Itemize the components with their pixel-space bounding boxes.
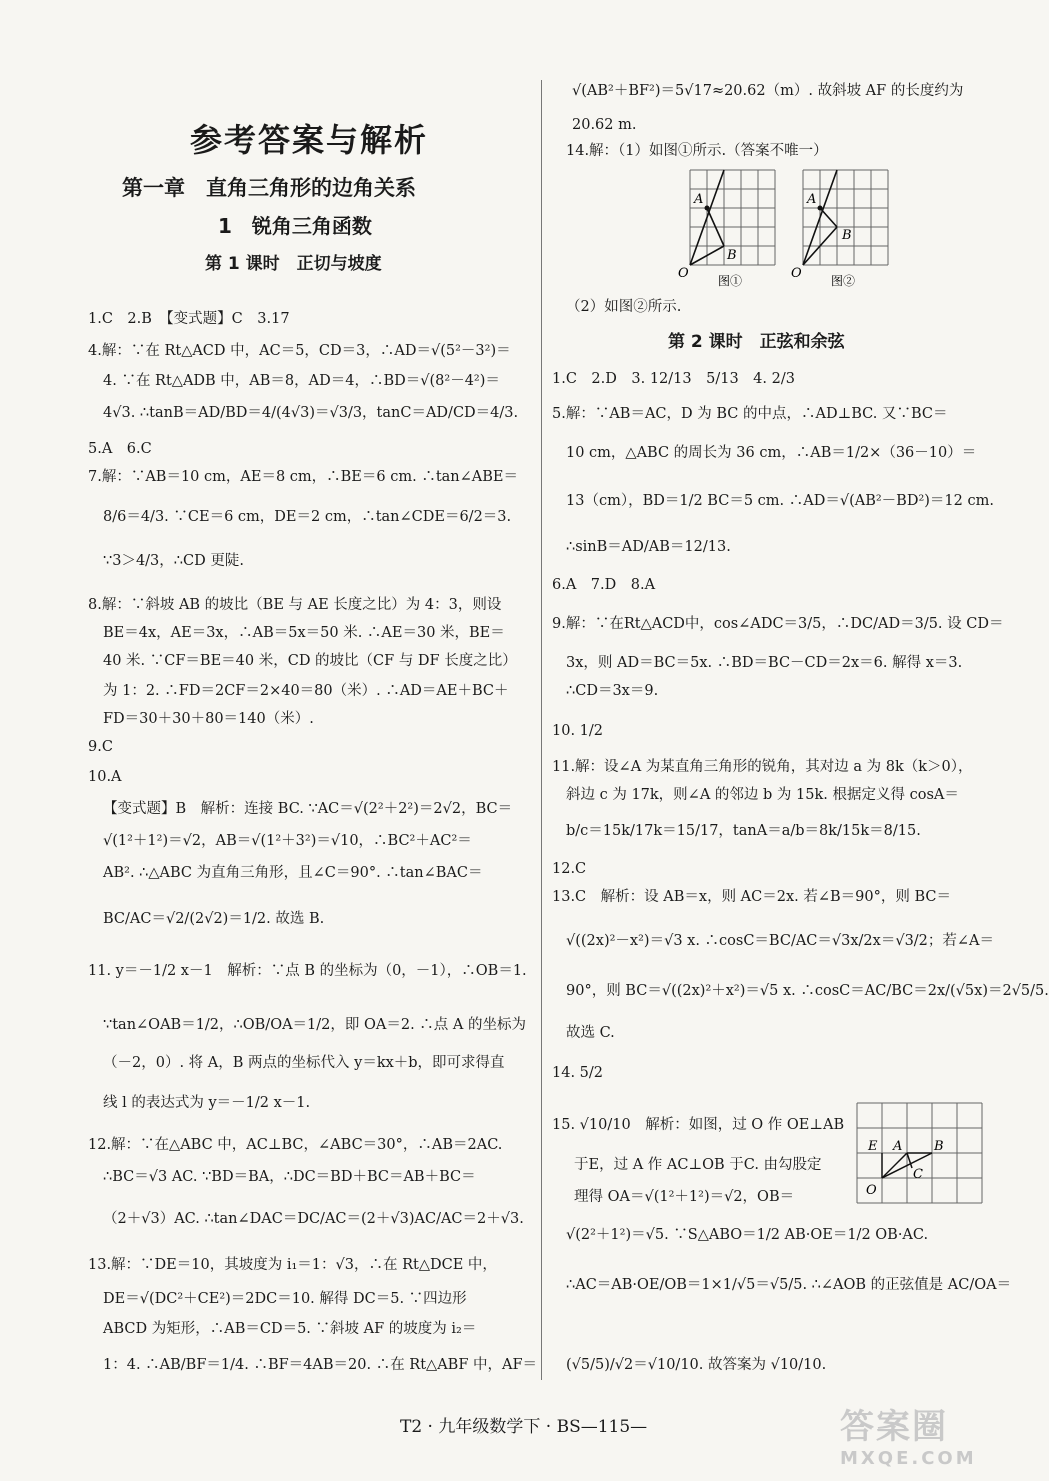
right-line: （2）如图②所示. — [566, 299, 682, 315]
right-line: 10. 1/2 — [552, 723, 604, 739]
page-footer: T2 · 九年级数学下 · BS—115— — [400, 1417, 648, 1437]
left-line: 1：4. ∴AB/BF＝1/4. ∴BF＝4AB＝20. ∴在 Rt△ABF 中，AF＝ — [103, 1357, 538, 1373]
left-line: （－2，0）. 将 A，B 两点的坐标代入 y＝kx＋b，即可求得直 — [103, 1055, 505, 1071]
figure-2 — [793, 165, 893, 290]
left-line: 8/6＝4/3. ∵CE＝6 cm，DE＝2 cm，∴tan∠CDE＝6/2＝3. — [103, 509, 512, 525]
watermark-top: 答案圈 — [840, 1407, 948, 1447]
left-line: 8.解：∵斜坡 AB 的坡比（BE 与 AE 长度之比）为 4：3，则设 — [88, 597, 502, 613]
right-line: 13.C 解析：设 AB＝x，则 AC＝2x. 若∠B＝90°，则 BC＝ — [552, 889, 951, 905]
right-line: 14. 5/2 — [552, 1065, 604, 1081]
left-line: 4√3. ∴tanB＝AD/BD＝4/(4√3)＝√3/3，tanC＝AD/CD＝4/3. — [103, 405, 519, 421]
right-line: 20.62 m. — [572, 117, 637, 133]
right-line: ∴CD＝3x＝9. — [566, 683, 659, 699]
right-line: 1.C 2.D 3. 12/13 5/13 4. 2/3 — [552, 371, 795, 387]
left-line: 11. y＝－1/2 x－1 解析：∵点 B 的坐标为（0，－1），∴OB＝1. — [88, 963, 527, 979]
left-line: ∵3＞4/3，∴CD 更陡. — [103, 553, 244, 569]
right-line: 理得 OA＝√(1²＋1²)＝√2，OB＝ — [574, 1189, 795, 1205]
right-line: 13（cm），BD＝1/2 BC＝5 cm. ∴AD＝√(AB²－BD²)＝12 cm. — [566, 493, 994, 509]
left-line: （2＋√3）AC. ∴tan∠DAC＝DC/AC＝(2＋√3)AC/AC＝2＋√3. — [103, 1211, 524, 1227]
section-heading: 1 锐角三角函数 — [218, 214, 372, 238]
right-line: ∴sinB＝AD/AB＝12/13. — [566, 539, 731, 555]
right-line: (√5/5)/√2＝√10/10. 故答案为 √10/10. — [566, 1357, 827, 1373]
left-line: AB². ∴△ABC 为直角三角形，且∠C＝90°. ∴tan∠BAC＝ — [103, 865, 483, 881]
left-line: 10.A — [88, 769, 122, 785]
left-line: 13.解：∵DE＝10，其坡度为 i₁＝1：√3，∴在 Rt△DCE 中， — [88, 1257, 497, 1273]
fig2-label-o: O — [791, 266, 802, 281]
left-line: ∴BC＝√3 AC. ∵BD＝BA，∴DC＝BD＋BC＝AB＋BC＝ — [103, 1169, 476, 1185]
fig2-caption: 图② — [831, 274, 856, 288]
right-line: 3x，则 AD＝BC＝5x. ∴BD＝BC－CD＝2x＝6. 解得 x＝3. — [566, 655, 963, 671]
right-line: 5.解：∵AB＝AC，D 为 BC 的中点，∴AD⊥BC. 又∵BC＝ — [552, 406, 948, 422]
right-line: 12.C — [552, 861, 587, 877]
left-line: 为 1：2. ∴FD＝2CF＝2×40＝80（米）. ∴AD＝AE＋BC＋ — [103, 683, 509, 699]
fig15-label-e: E — [868, 1139, 878, 1154]
lesson-1-heading: 第 1 课时 正切与坡度 — [205, 254, 382, 274]
right-line: 9.解：∵在Rt△ACD中，cos∠ADC＝3/5，∴DC/AD＝3/5. 设 CD＝ — [552, 616, 1004, 632]
column-divider — [541, 80, 542, 1380]
right-line: 故选 C. — [566, 1025, 615, 1041]
fig15-label-a: A — [893, 1139, 903, 1154]
right-line: √(2²＋1²)＝√5. ∵S△ABO＝1/2 AB·OE＝1/2 OB·AC. — [566, 1227, 929, 1243]
left-line: 40 米. ∵CF＝BE＝40 米，CD 的坡比（CF 与 DF 长度之比） — [103, 653, 517, 669]
figure-15 — [852, 1098, 987, 1210]
right-line: 90°，则 BC＝√((2x)²＋x²)＝√5 x. ∴cosC＝AC/BC＝2x/(√5x)＝2√5/5. — [566, 983, 1049, 999]
figure-1 — [680, 165, 780, 290]
left-line: ∵tan∠OAB＝1/2，∴OB/OA＝1/2，即 OA＝2. ∴点 A 的坐标为 — [103, 1017, 526, 1033]
right-line: 14.解：（1）如图①所示.（答案不唯一） — [566, 143, 828, 159]
fig15-label-o: O — [866, 1183, 877, 1198]
right-line: 6.A 7.D 8.A — [552, 577, 656, 593]
left-line: 12.解：∵在△ABC 中，AC⊥BC，∠ABC＝30°，∴AB＝2AC. — [88, 1137, 503, 1153]
fig15-label-b: B — [934, 1139, 944, 1154]
lesson-2-heading: 第 2 课时 正弦和余弦 — [668, 332, 845, 352]
left-line: 1.C 2.B 【变式题】C 3.17 — [88, 311, 290, 327]
left-line: BC/AC＝√2/(2√2)＝1/2. 故选 B. — [103, 911, 325, 927]
fig1-label-b: B — [727, 248, 737, 263]
left-line: 线 l 的表达式为 y＝－1/2 x－1. — [103, 1095, 311, 1111]
fig15-label-c: C — [913, 1167, 923, 1182]
right-line: 于E，过 A 作 AC⊥OB 于C. 由勾股定 — [574, 1157, 822, 1173]
left-line: 7.解：∵AB＝10 cm，AE＝8 cm，∴BE＝6 cm. ∴tan∠ABE＝ — [88, 469, 518, 485]
fig1-label-o: O — [678, 266, 689, 281]
left-line: BE＝4x，AE＝3x，∴AB＝5x＝50 米. ∴AE＝30 米，BE＝ — [103, 625, 505, 641]
watermark-bottom: MXQE.COM — [840, 1448, 977, 1469]
right-line: 10 cm，△ABC 的周长为 36 cm，∴AB＝1/2×（36－10）＝ — [566, 445, 977, 461]
right-line: 斜边 c 为 17k，则∠A 的邻边 b 为 15k. 根据定义得 cosA＝ — [566, 787, 959, 803]
page-title: 参考答案与解析 — [190, 121, 429, 159]
right-line: 11.解：设∠A 为某直角三角形的锐角，其对边 a 为 8k（k＞0）， — [552, 759, 973, 775]
left-line: FD＝30＋30＋80＝140（米）. — [103, 711, 314, 727]
fig1-caption: 图① — [718, 274, 743, 288]
fig2-label-b: B — [842, 228, 852, 243]
left-line: 5.A 6.C — [88, 441, 152, 457]
right-line: √(AB²＋BF²)＝5√17≈20.62（m）. 故斜坡 AF 的长度约为 — [572, 83, 964, 99]
left-line: √(1²＋1²)＝√2，AB＝√(1²＋3²)＝√10，∴BC²＋AC²＝ — [103, 833, 472, 849]
right-line: b/c＝15k/17k＝15/17，tanA＝a/b＝8k/15k＝8/15. — [566, 823, 921, 839]
left-line: 9.C — [88, 739, 113, 755]
left-line: 4.解：∵在 Rt△ACD 中，AC＝5，CD＝3，∴AD＝√(5²－3²)＝ — [88, 343, 511, 359]
right-line: √((2x)²－x²)＝√3 x. ∴cosC＝BC/AC＝√3x/2x＝√3/2；若∠A＝ — [566, 933, 995, 949]
watermark-logo — [840, 1399, 990, 1469]
left-line: DE＝√(DC²＋CE²)＝2DC＝10. 解得 DC＝5. ∵四边形 — [103, 1291, 467, 1307]
left-line: 【变式题】B 解析：连接 BC. ∵AC＝√(2²＋2²)＝2√2，BC＝ — [103, 801, 513, 817]
left-line: 4. ∵在 Rt△ADB 中，AB＝8，AD＝4，∴BD＝√(8²－4²)＝ — [103, 373, 500, 389]
fig1-label-a: A — [694, 192, 704, 207]
fig2-label-a: A — [807, 192, 817, 207]
left-line: ABCD 为矩形，∴AB＝CD＝5. ∵斜坡 AF 的坡度为 i₂＝ — [103, 1321, 477, 1337]
right-line: ∴AC＝AB·OE/OB＝1×1/√5＝√5/5. ∴∠AOB 的正弦值是 AC/OA＝ — [566, 1277, 1012, 1293]
chapter-heading: 第一章 直角三角形的边角关系 — [122, 176, 416, 200]
right-line: 15. √10/10 解析：如图，过 O 作 OE⊥AB — [552, 1117, 845, 1133]
